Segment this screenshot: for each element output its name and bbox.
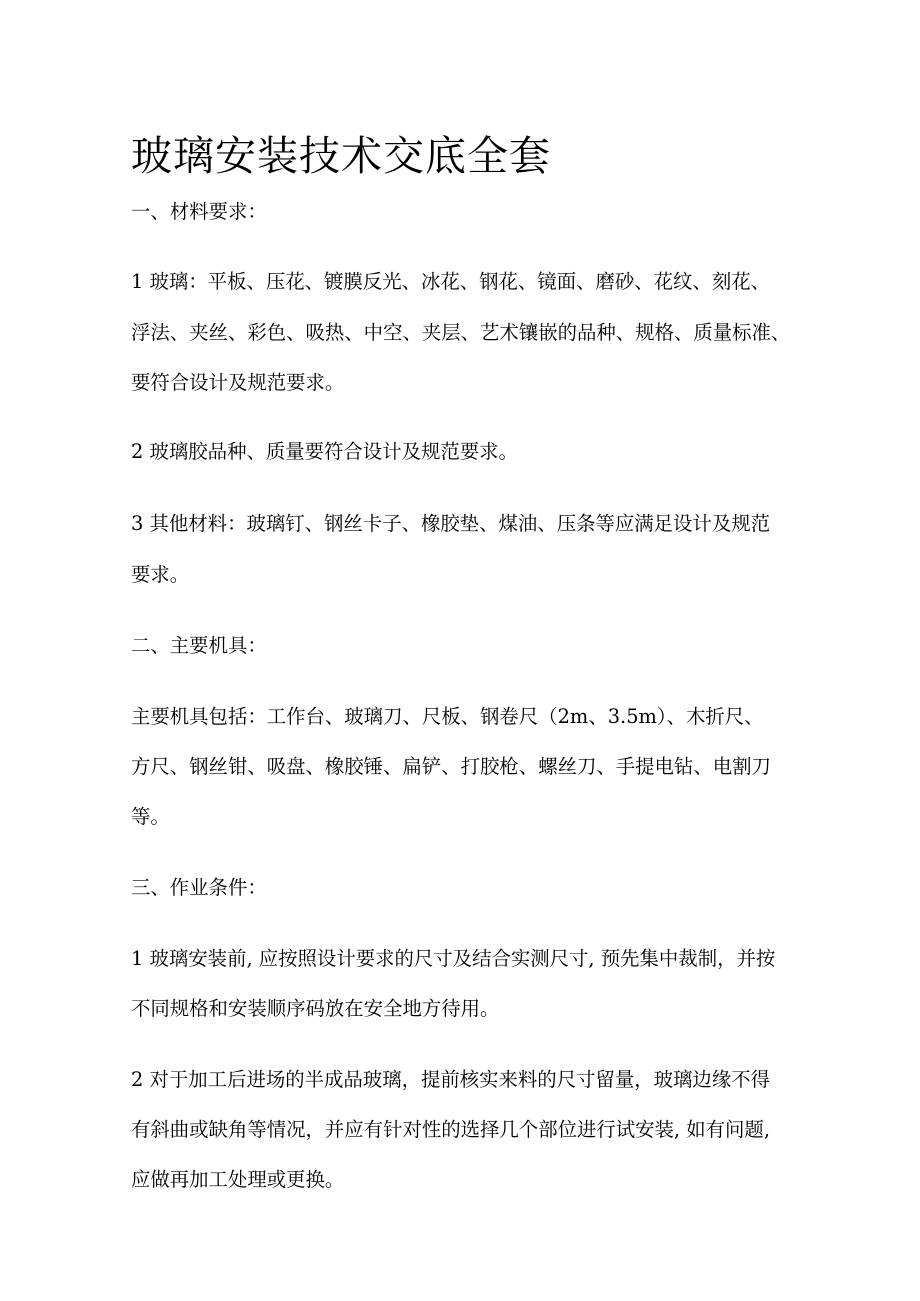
- paragraph-line: 要符合设计及规范要求。: [131, 371, 345, 394]
- paragraph-line: 1 玻璃：平板、压花、镀膜反光、冰花、钢花、镜面、磨砂、花纹、刻花、: [131, 270, 770, 293]
- paragraph-line: 应做再加工处理或更换。: [131, 1168, 345, 1191]
- paragraph-line: 2 对于加工后进场的半成品玻璃，提前核实来料的尺寸留量，玻璃边缘不得: [131, 1068, 770, 1091]
- paragraph-line: 要求。: [131, 563, 190, 586]
- paragraph-line: 1 玻璃安装前, 应按照设计要求的尺寸及结合实测尺寸, 预先集中裁制，并按: [131, 947, 776, 970]
- section-heading-tools: 二、主要机具：: [131, 634, 267, 657]
- paragraph-line: 主要机具包括：工作台、玻璃刀、尺板、钢卷尺（2m、3.5m）、木折尺、: [131, 705, 764, 728]
- paragraph-line: 2 玻璃胶品种、质量要符合设计及规范要求。: [131, 440, 518, 463]
- paragraph-line: 浮法、夹丝、彩色、吸热、中空、夹层、艺术镶嵌的品种、规格、质量标准、: [131, 321, 791, 344]
- paragraph-line: 3 其他材料：玻璃钉、钢丝卡子、橡胶垫、煤油、压条等应满足设计及规范: [131, 512, 770, 535]
- document-title: 玻璃安装技术交底全套: [131, 132, 551, 180]
- paragraph-line: 有斜曲或缺角等情况，并应有针对性的选择几个部位进行试安装, 如有问题,: [131, 1118, 770, 1141]
- paragraph-line: 不同规格和安装顺序码放在安全地方待用。: [131, 997, 500, 1020]
- section-heading-conditions: 三、作业条件：: [131, 876, 267, 899]
- paragraph-line: 方尺、钢丝钳、吸盘、橡胶锤、扁铲、打胶枪、螺丝刀、手提电钻、电割刀: [131, 755, 771, 778]
- paragraph-line: 等。: [131, 805, 170, 828]
- section-heading-materials: 一、材料要求：: [131, 200, 267, 223]
